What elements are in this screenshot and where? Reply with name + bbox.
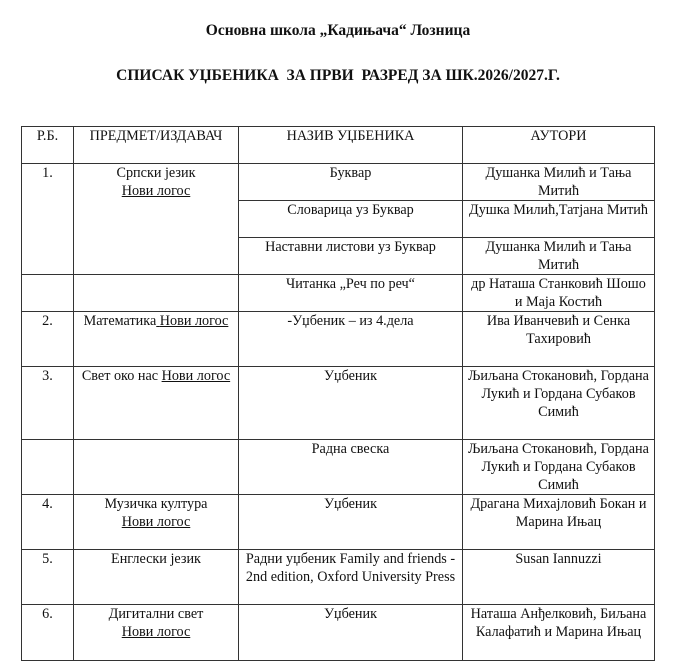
row-number: 6. bbox=[22, 605, 74, 661]
header-book-title: НАЗИВ УЏБЕНИКА bbox=[239, 127, 463, 164]
row-number: 4. bbox=[22, 495, 74, 550]
table-row bbox=[22, 275, 655, 312]
table-header-row bbox=[22, 127, 655, 164]
subject-cell bbox=[74, 440, 239, 495]
publisher-link[interactable]: Нови логос bbox=[121, 514, 191, 530]
book-title: Уџбеник bbox=[239, 367, 463, 440]
book-authors: Душка Милић,Татјана Митић bbox=[463, 201, 655, 238]
textbook-table bbox=[21, 126, 655, 661]
publisher-link[interactable]: Нови логос bbox=[159, 313, 229, 329]
book-title: Уџбеник bbox=[239, 605, 463, 661]
header-authors: АУТОРИ bbox=[463, 127, 655, 164]
table-row bbox=[22, 164, 655, 201]
table-row bbox=[22, 605, 655, 661]
row-number: 1. bbox=[22, 164, 74, 275]
book-title: Радна свеска bbox=[239, 440, 463, 495]
table-row bbox=[22, 312, 655, 367]
publisher-link[interactable]: Нови логос bbox=[121, 183, 191, 199]
book-authors: Душанка Милић и Тања Митић bbox=[463, 164, 655, 201]
book-authors: Наташа Анђелковић, Биљана Калафатић и Марина Ињац bbox=[463, 605, 655, 661]
book-authors: Душанка Милић и Тања Митић bbox=[463, 238, 655, 275]
row-number: 2. bbox=[22, 312, 74, 367]
header-subject-publisher: ПРЕДМЕТ/ИЗДАВАЧ bbox=[74, 127, 239, 164]
subject-name: Српски језик bbox=[116, 165, 196, 181]
subject-name: Музичка култура bbox=[104, 496, 208, 512]
school-title: Основна школа „Кадињача“ Лозница bbox=[205, 22, 471, 39]
book-authors: Љиљана Стокановић, Гордана Лукић и Гордана Субаков Симић bbox=[463, 440, 655, 495]
row-number: 3. bbox=[22, 367, 74, 440]
book-authors: др Наташа Станковић Шошо и Маја Костић bbox=[463, 275, 655, 312]
table-row bbox=[22, 495, 655, 550]
row-number: 5. bbox=[22, 550, 74, 605]
subject-cell bbox=[74, 312, 239, 367]
book-authors: Susan Iannuzzi bbox=[463, 550, 655, 605]
book-title: Уџбеник bbox=[239, 495, 463, 550]
subject-name: Свет око нас bbox=[81, 368, 159, 384]
table-row bbox=[22, 367, 655, 440]
book-authors: Ива Иванчевић и Сенка Тахировић bbox=[463, 312, 655, 367]
subject-cell: Енглески језик bbox=[74, 550, 239, 605]
subject-cell bbox=[74, 164, 239, 275]
subject-cell bbox=[74, 605, 239, 661]
row-number bbox=[22, 275, 74, 312]
book-title: Словарица уз Буквар bbox=[239, 201, 463, 238]
table-row bbox=[22, 550, 655, 605]
list-title: СПИСАК УЏБЕНИКА ЗА ПРВИ РАЗРЕД ЗА ШК.2026/2027.Г. bbox=[116, 67, 560, 84]
book-title: Наставни листови уз Буквар bbox=[239, 238, 463, 275]
subject-cell bbox=[74, 275, 239, 312]
subject-name: Математика bbox=[83, 313, 157, 329]
publisher-link[interactable]: Нови логос bbox=[161, 368, 231, 384]
book-title: -Уџбеник – из 4.дела bbox=[239, 312, 463, 367]
book-authors: Драгана Михајловић Бокан и Марина Ињац bbox=[463, 495, 655, 550]
book-title: Читанка „Реч по реч“ bbox=[239, 275, 463, 312]
book-title: Буквар bbox=[239, 164, 463, 201]
row-number bbox=[22, 440, 74, 495]
subject-name: Дигитални свет bbox=[108, 606, 204, 622]
book-title: Радни уџбеник Family and friends - 2nd edition, Oxford University Press bbox=[239, 550, 463, 605]
subject-cell bbox=[74, 367, 239, 440]
subject-cell bbox=[74, 495, 239, 550]
book-authors: Љиљана Стокановић, Гордана Лукић и Гордана Субаков Симић bbox=[463, 367, 655, 440]
publisher-link[interactable]: Нови логос bbox=[121, 624, 191, 640]
table-row bbox=[22, 440, 655, 495]
header-rb: Р.Б. bbox=[22, 127, 74, 164]
